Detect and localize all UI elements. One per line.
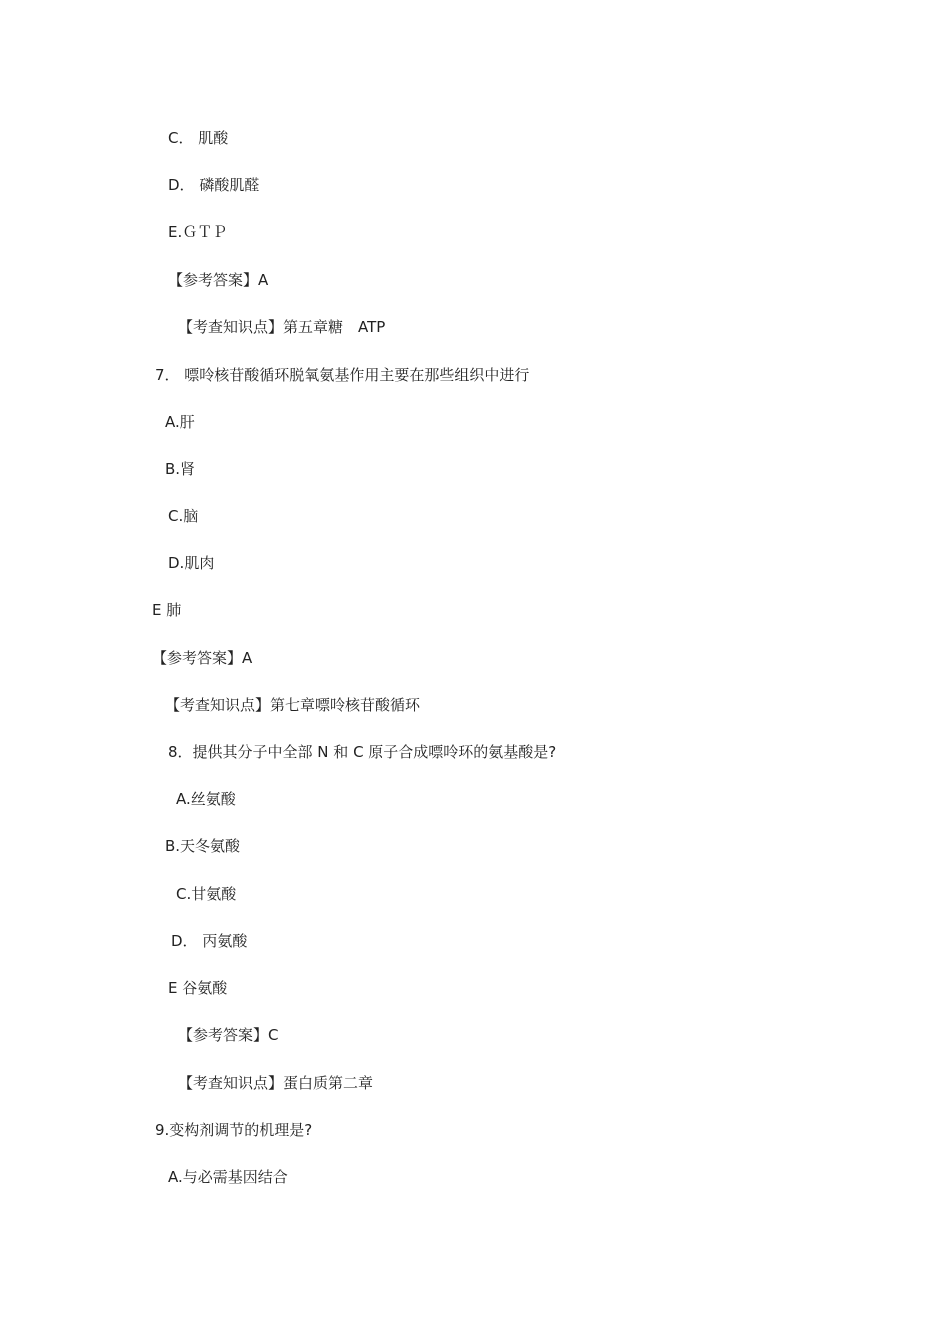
option-a-liver: A.肝	[165, 413, 195, 431]
option-d-alanine: D． 丙氨酸	[171, 932, 248, 950]
option-a-serine: A.丝氨酸	[176, 790, 236, 808]
option-b-aspartate: B.天冬氨酸	[165, 837, 241, 855]
option-c-brain: C.脑	[168, 507, 199, 525]
option-e-gtp: E.ＧＴＰ	[168, 223, 228, 241]
answer-q8: 【参考答案】C	[178, 1026, 279, 1044]
option-e-lung: E 肺	[152, 601, 182, 619]
knowledge-point-q7: 【考查知识点】第七章嘌呤核苷酸循环	[165, 696, 421, 714]
answer-q6: 【参考答案】A	[168, 271, 269, 289]
option-d-phosphocreatine: D． 磷酸肌醛	[168, 176, 260, 194]
option-e-glutamate: E 谷氨酸	[168, 979, 228, 997]
question-9: 9.变构剂调节的机理是?	[155, 1121, 313, 1139]
question-7: 7． 嘌呤核苷酸循环脱氧氨基作用主要在那些组织中进行	[155, 366, 530, 384]
knowledge-point-q6: 【考查知识点】第五章糖 ATP	[178, 318, 386, 336]
option-c-glycine: C.甘氨酸	[176, 885, 237, 903]
knowledge-point-q8: 【考查知识点】蛋白质第二章	[178, 1074, 374, 1092]
question-8: 8．提供其分子中全部 N 和 C 原子合成嘌呤环的氨基酸是?	[168, 743, 557, 761]
option-d-muscle: D.肌肉	[168, 554, 215, 572]
option-b-kidney: B.肾	[165, 460, 196, 478]
option-a-bind-essential-group: A.与必需基因结合	[168, 1168, 288, 1186]
answer-q7: 【参考答案】A	[152, 649, 253, 667]
option-c-creatine: C． 肌酸	[168, 129, 229, 147]
